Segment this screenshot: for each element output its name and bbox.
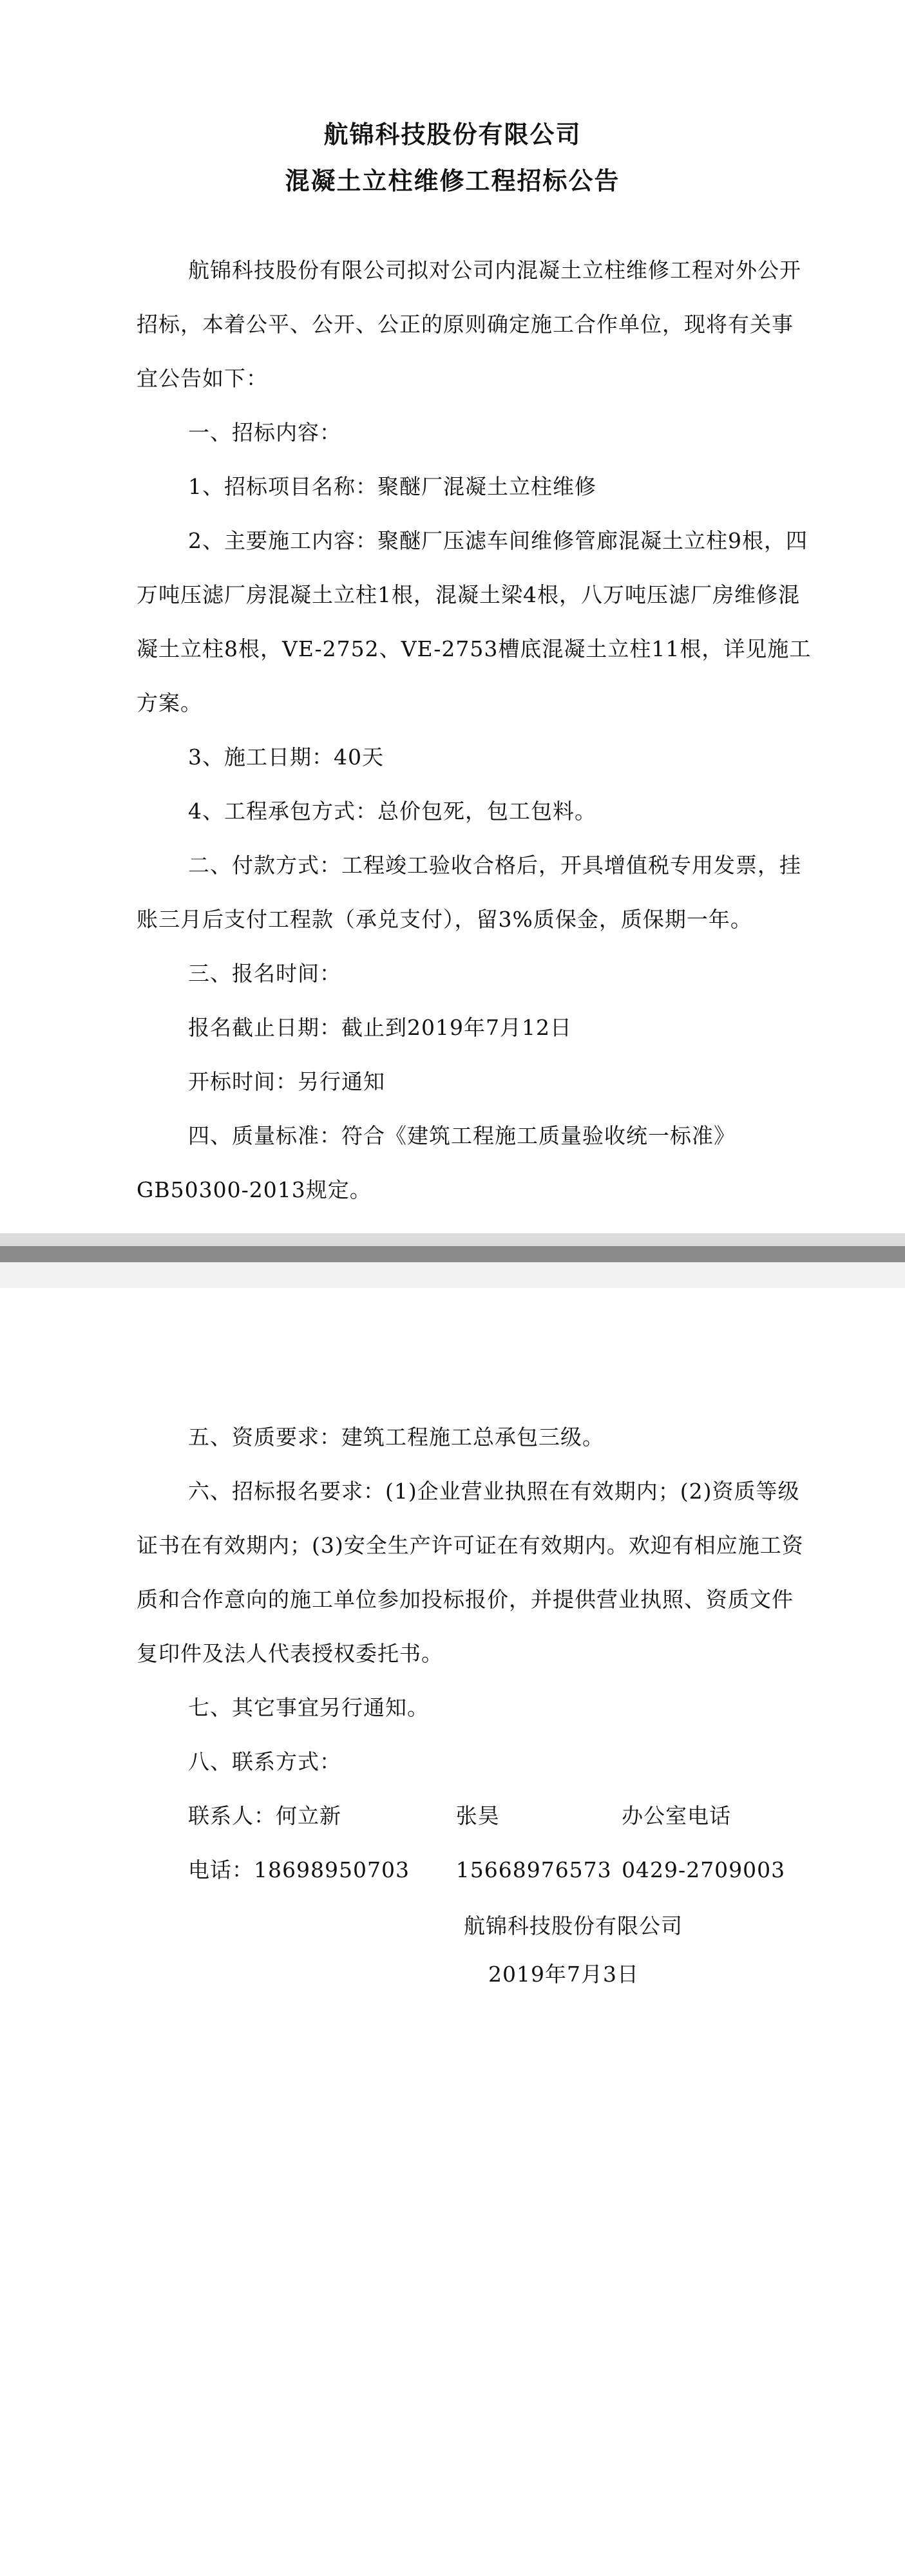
signature-company: 航锦科技股份有限公司 — [464, 1913, 683, 1938]
intro-paragraph: 航锦科技股份有限公司拟对公司内混凝土立柱维修工程对外公开招标，本着公平、公开、公正的原则确定施工合作单位，现将有关事宜公告如下： — [137, 258, 801, 391]
notice-body-2 — [137, 1410, 813, 1897]
contact-phone-row — [137, 1843, 813, 1897]
section-other-matters: 七、其它事宜另行通知。 — [188, 1695, 429, 1720]
section-bidding-content: 一、招标内容： — [188, 420, 341, 445]
section-payment: 二、付款方式：工程竣工验收合格后，开具增值税专用发票，挂账三月后支付工程款（承兑支付），留3%质保金，质保期一年。 — [137, 853, 801, 932]
notice-page-2 — [0, 1288, 905, 2576]
section-qualification: 五、资质要求：建筑工程施工总承包三级。 — [188, 1425, 604, 1450]
section-contact: 八、联系方式： — [188, 1749, 341, 1774]
section-registration-time: 三、报名时间： — [188, 961, 341, 986]
contact-person-2: 张昊 — [455, 1803, 500, 1828]
notice-body-1 — [137, 243, 813, 1217]
item-project-name: 1、招标项目名称：聚醚厂混凝土立柱维修 — [188, 474, 596, 499]
office-phone-label: 办公室电话 — [622, 1803, 732, 1828]
registration-deadline: 报名截止日期：截止到2019年7月12日 — [188, 1015, 572, 1040]
section-registration-requirements: 六、招标报名要求：(1)企业营业执照在有效期内；(2)资质等级证书在有效期内；(3)安全生产许可证在有效期内。欢迎有相应施工资质和合作意向的施工单位参加投标报价，并提供营业执照、资质文件复印件及法人代表授权委托书。 — [137, 1479, 804, 1666]
phone-2: 15668976573 — [455, 1857, 612, 1882]
page-separator — [0, 1233, 905, 1288]
bid-opening-time: 开标时间：另行通知 — [188, 1069, 385, 1094]
item-contract-method: 4、工程承包方式：总价包死，包工包料。 — [188, 799, 596, 824]
phone-1: 电话：18698950703 — [188, 1857, 410, 1882]
company-title: 航锦科技股份有限公司 — [323, 120, 582, 149]
notice-title: 混凝土立柱维修工程招标公告 — [285, 167, 620, 195]
contact-people-row — [137, 1789, 813, 1843]
office-phone: 0429-2709003 — [622, 1857, 786, 1882]
notice-page-1 — [0, 0, 905, 1233]
section-quality-standard: 四、质量标准：符合《建筑工程施工质量验收统一标准》GB50300-2013规定。 — [137, 1123, 736, 1202]
signature-date: 2019年7月3日 — [488, 1962, 639, 1987]
contact-person-1: 联系人：何立新 — [188, 1803, 341, 1828]
item-construction-period: 3、施工日期：40天 — [188, 744, 384, 770]
item-main-work: 2、主要施工内容：聚醚厂压滤车间维修管廊混凝土立柱9根，四万吨压滤厂房混凝土立柱1根，混凝土梁4根，八万吨压滤厂房维修混凝土立柱8根，VE-2752、VE-2753槽底混凝土立柱11根，详见施工方案。 — [137, 528, 812, 715]
